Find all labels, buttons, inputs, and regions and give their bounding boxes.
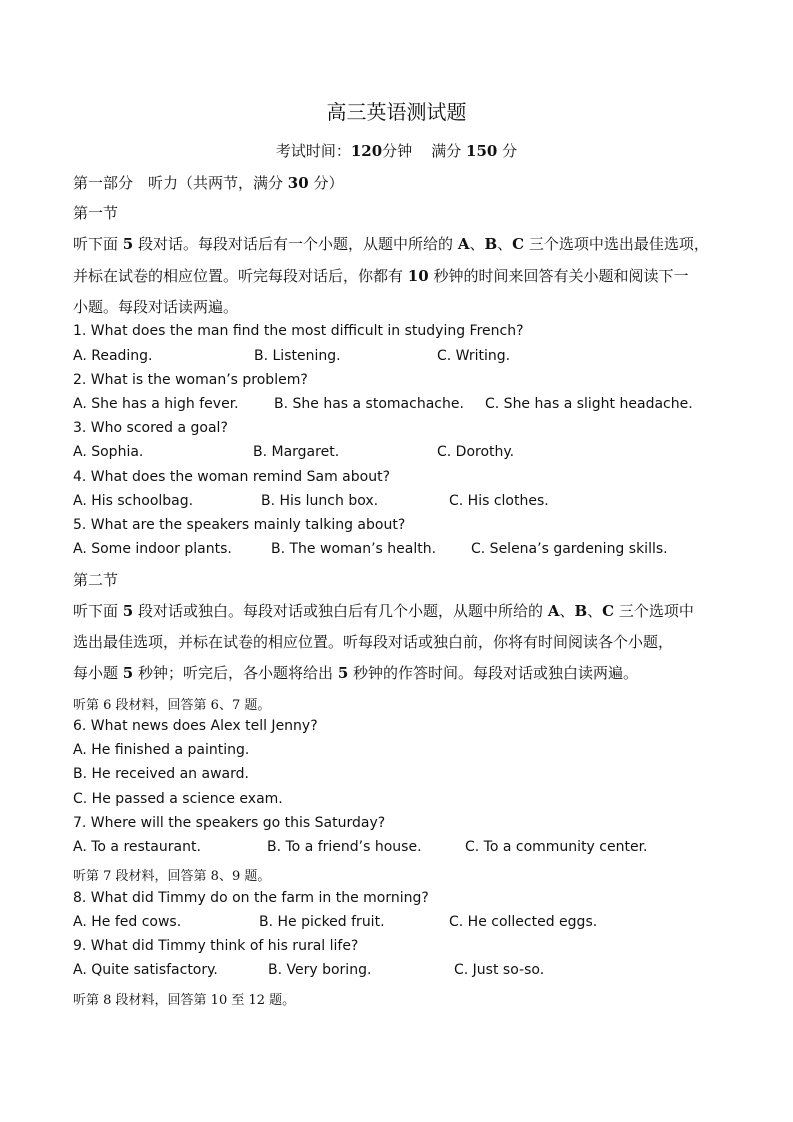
section2-instruction-line3: [73, 662, 638, 683]
s2-option-c: C: [602, 602, 615, 620]
s2-num: 5: [337, 664, 349, 682]
part1-score: 30: [287, 174, 309, 192]
question-9: 9. What did Timmy think of his rural life?: [73, 938, 359, 954]
q3-option-a: A. Sophia.: [73, 444, 144, 460]
s1-text: 并标在试卷的相应位置。听完每段对话后，你都有: [73, 267, 404, 285]
q7-option-b: B. To a friend’s house.: [267, 839, 422, 855]
q5-option-a: A. Some indoor plants.: [73, 541, 232, 557]
s1-num: 5: [122, 235, 134, 253]
q4-option-b: B. His lunch box.: [261, 493, 379, 509]
q8-option-c: C. He collected eggs.: [449, 914, 598, 930]
s2-text: 段对话或独白。每段对话或独白后有几个小题，从题中所给的: [138, 602, 544, 620]
q8-option-a: A. He fed cows.: [73, 914, 182, 930]
q7-option-c: C. To a community center.: [465, 839, 648, 855]
section2-instruction-line2: 选出最佳选项，并标在试卷的相应位置。听每段对话或独白前，你将有时间阅读各个小题，: [73, 633, 674, 651]
s2-sep: 、: [587, 602, 603, 620]
score-unit: 分: [502, 142, 518, 160]
question-7: 7. Where will the speakers go this Saturday?: [73, 815, 386, 831]
s1-num: 10: [407, 267, 429, 285]
time-label: 考试时间：: [275, 142, 351, 160]
q9-option-a: A. Quite satisfactory.: [73, 962, 218, 978]
s2-text: 三个选项中: [618, 602, 694, 620]
question-2: 2. What is the woman’s problem?: [73, 372, 308, 388]
s2-text: 每小题: [73, 664, 119, 682]
s1-text: 段对话。每段对话后有一个小题，从题中所给的: [138, 235, 454, 253]
s2-option-b: B: [574, 602, 588, 620]
s2-option-a: A: [547, 602, 560, 620]
s2-num: 5: [122, 602, 134, 620]
q6-option-c: C. He passed a science exam.: [73, 791, 283, 807]
q1-option-c: C. Writing.: [437, 348, 511, 364]
part1-post: 分）: [313, 174, 344, 192]
question-8: 8. What did Timmy do on the farm in the morning?: [73, 890, 429, 906]
s2-num: 5: [122, 664, 134, 682]
q4-option-a: A. His schoolbag.: [73, 493, 194, 509]
section1-instruction-line1: [73, 233, 709, 254]
s2-text: 秒钟的作答时间。每段对话或独白读两遍。: [353, 664, 639, 682]
score-label: 满分: [431, 142, 462, 160]
q8-option-b: B. He picked fruit.: [259, 914, 385, 930]
question-1: 1. What does the man find the most difficult in studying French?: [73, 323, 524, 339]
time-unit: 分钟: [382, 142, 413, 160]
material-7-note: 听第 7 段材料，回答第 8、9 题。: [73, 869, 271, 884]
s1-text: 听下面: [73, 235, 119, 253]
part1-pre: 第一部分 听力（共两节，满分: [73, 174, 284, 192]
s1-option-c: C: [512, 235, 525, 253]
s1-text: 三个选项中选出最佳选项，: [528, 235, 709, 253]
q1-option-b: B. Listening.: [254, 348, 341, 364]
question-5: 5. What are the speakers mainly talking about?: [73, 517, 406, 533]
section2-instruction-line1: [73, 600, 694, 621]
s1-option-b: B: [484, 235, 498, 253]
time-value: 120: [350, 142, 383, 160]
q7-option-a: A. To a restaurant.: [73, 839, 201, 855]
s2-sep: 、: [559, 602, 575, 620]
s1-text: 秒钟的时间来回答有关小题和阅读下一: [433, 267, 689, 285]
q4-option-c: C. His clothes.: [449, 493, 549, 509]
s1-option-a: A: [457, 235, 470, 253]
q2-option-c: C. She has a slight headache.: [485, 396, 693, 412]
material-8-note: 听第 8 段材料，回答第 10 至 12 题。: [73, 993, 296, 1008]
s2-text: 听下面: [73, 602, 119, 620]
q6-option-a: A. He finished a painting.: [73, 742, 250, 758]
section2-heading: 第二节: [73, 571, 119, 589]
exam-info: [0, 140, 793, 161]
s2-text: 秒钟；听完后，各小题将给出: [138, 664, 334, 682]
q2-option-b: B. She has a stomachache.: [274, 396, 464, 412]
score-value: 150: [466, 142, 498, 160]
question-6: 6. What news does Alex tell Jenny?: [73, 718, 318, 734]
material-6-note: 听第 6 段材料，回答第 6、7 题。: [73, 698, 271, 713]
section1-instruction-line2: [73, 265, 688, 286]
q9-option-c: C. Just so-so.: [454, 962, 545, 978]
page-title: 高三英语测试题: [326, 100, 467, 124]
q5-option-c: C. Selena’s gardening skills.: [471, 541, 668, 557]
q9-option-b: B. Very boring.: [268, 962, 372, 978]
part1-heading: [73, 172, 343, 193]
q6-option-b: B. He received an award.: [73, 766, 249, 782]
s1-sep: 、: [469, 235, 485, 253]
q2-option-a: A. She has a high fever.: [73, 396, 239, 412]
q5-option-b: B. The woman’s health.: [271, 541, 437, 557]
question-3: 3. Who scored a goal?: [73, 420, 228, 436]
q3-option-c: C. Dorothy.: [437, 444, 515, 460]
s1-sep: 、: [497, 235, 513, 253]
section1-instruction-line3: 小题。每段对话读两遍。: [73, 298, 239, 316]
q1-option-a: A. Reading.: [73, 348, 153, 364]
question-4: 4. What does the woman remind Sam about?: [73, 469, 391, 485]
q3-option-b: B. Margaret.: [253, 444, 340, 460]
section1-heading: 第一节: [73, 204, 119, 222]
